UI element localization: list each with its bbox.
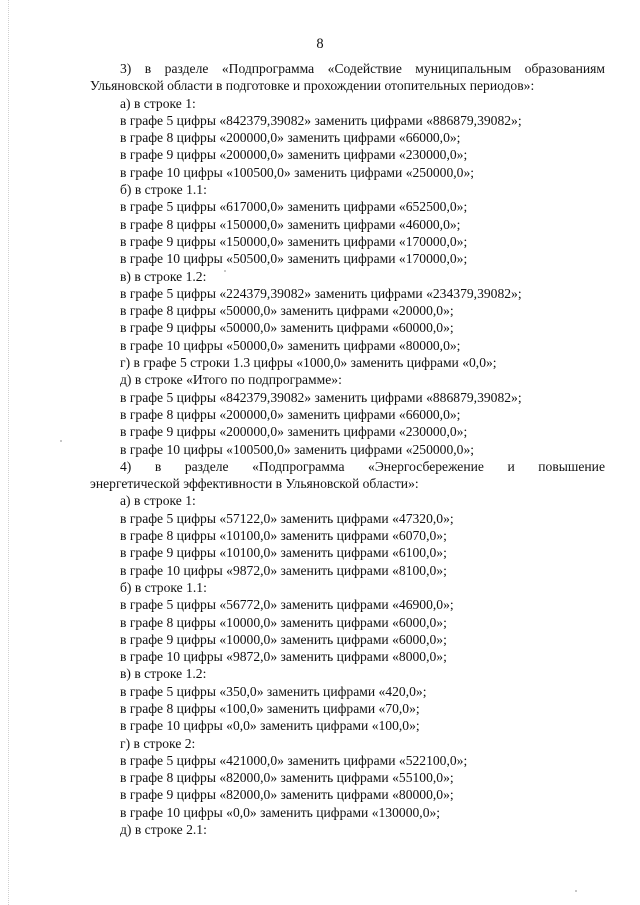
text-line: д) в строке 2.1: — [120, 822, 207, 838]
text-line: а) в строке 1: — [120, 95, 196, 111]
text-line: в графе 9 цифры «200000,0» заменить цифрами «230000,0»; — [120, 424, 468, 440]
text-line: в графе 9 цифры «10000,0» заменить цифрами «6000,0»; — [120, 631, 447, 647]
text-line: в графе 10 цифры «100500,0» заменить цифрами «250000,0»; — [120, 164, 475, 180]
document-body — [90, 60, 605, 838]
text-line: энергетической эффективности в Ульяновской области»: — [90, 476, 419, 492]
text-line: в графе 8 цифры «200000,0» заменить цифрами «66000,0»; — [120, 130, 461, 146]
text-line: в графе 10 цифры «9872,0» заменить цифрами «8100,0»; — [120, 562, 447, 578]
text-line: в графе 10 цифры «100500,0» заменить цифрами «250000,0»; — [120, 441, 475, 457]
text-line: в графе 5 цифры «617000,0» заменить цифрами «652500,0»; — [120, 199, 468, 215]
text-line: в графе 9 цифры «50000,0» заменить цифрами «60000,0»; — [120, 320, 454, 336]
text-line: в графе 9 цифры «200000,0» заменить цифрами «230000,0»; — [120, 147, 468, 163]
text-line: в графе 10 цифры «50000,0» заменить цифрами «80000,0»; — [120, 337, 461, 353]
text-line: г) в графе 5 строки 1.3 цифры «1000,0» заменить цифрами «0,0»; — [120, 355, 497, 371]
scan-speck — [575, 890, 577, 892]
text-line: в графе 8 цифры «10100,0» заменить цифрами «6070,0»; — [120, 528, 447, 544]
text-line: в графе 5 цифры «224379,39082» заменить цифрами «234379,39082»; — [120, 285, 522, 301]
text-line: в графе 8 цифры «50000,0» заменить цифрами «20000,0»; — [120, 303, 454, 319]
page-number: 8 — [316, 36, 324, 52]
text-line: 4) в разделе «Подпрограмма «Энергосбережение и повышение — [120, 458, 605, 474]
text-line: в графе 8 цифры «200000,0» заменить цифрами «66000,0»; — [120, 406, 461, 422]
text-line: в графе 5 цифры «842379,39082» заменить цифрами «886879,39082»; — [120, 112, 522, 128]
scan-speck — [60, 440, 62, 442]
text-line: в графе 9 цифры «150000,0» заменить цифрами «170000,0»; — [120, 233, 468, 249]
scan-margin-line — [8, 0, 9, 905]
text-line: в графе 5 цифры «57122,0» заменить цифрами «47320,0»; — [120, 510, 454, 526]
text-line: г) в строке 2: — [120, 735, 196, 751]
text-line: в графе 10 цифры «50500,0» заменить цифрами «170000,0»; — [120, 251, 468, 267]
text-line: д) в строке «Итого по подпрограмме»: — [120, 372, 342, 388]
text-line: 3) в разделе «Подпрограмма «Содействие муниципальным образованиям — [120, 61, 605, 76]
text-line: б) в строке 1.1: — [120, 579, 207, 595]
text-line: в графе 10 цифры «9872,0» заменить цифрами «8000,0»; — [120, 649, 447, 665]
text-line: в графе 5 цифры «350,0» заменить цифрами «420,0»; — [120, 683, 427, 699]
text-line: в графе 5 цифры «421000,0» заменить цифрами «522100,0»; — [120, 752, 468, 768]
text-line: в графе 8 цифры «10000,0» заменить цифрами «6000,0»; — [120, 614, 447, 630]
text-line: в графе 5 цифры «56772,0» заменить цифрами «46900,0»; — [120, 597, 454, 613]
text-line: б) в строке 1.1: — [120, 182, 207, 198]
text-line: Ульяновской области в подготовке и прохождении отопительных периодов»: — [90, 78, 535, 94]
text-line: в графе 8 цифры «82000,0» заменить цифрами «55100,0»; — [120, 770, 454, 786]
text-line: в графе 9 цифры «82000,0» заменить цифрами «80000,0»; — [120, 787, 454, 803]
text-line: в графе 10 цифры «0,0» заменить цифрами «130000,0»; — [120, 804, 441, 820]
text-line: а) в строке 1: — [120, 493, 196, 509]
text-line: в графе 8 цифры «100,0» заменить цифрами «70,0»; — [120, 700, 420, 716]
text-line: в графе 10 цифры «0,0» заменить цифрами «100,0»; — [120, 718, 420, 734]
text-line: в) в строке 1.2: — [120, 666, 207, 682]
text-line: в графе 9 цифры «10100,0» заменить цифрами «6100,0»; — [120, 545, 447, 561]
text-line: в графе 5 цифры «842379,39082» заменить цифрами «886879,39082»; — [120, 389, 522, 405]
text-line: в) в строке 1.2: — [120, 268, 207, 284]
text-line: в графе 8 цифры «150000,0» заменить цифрами «46000,0»; — [120, 216, 461, 232]
